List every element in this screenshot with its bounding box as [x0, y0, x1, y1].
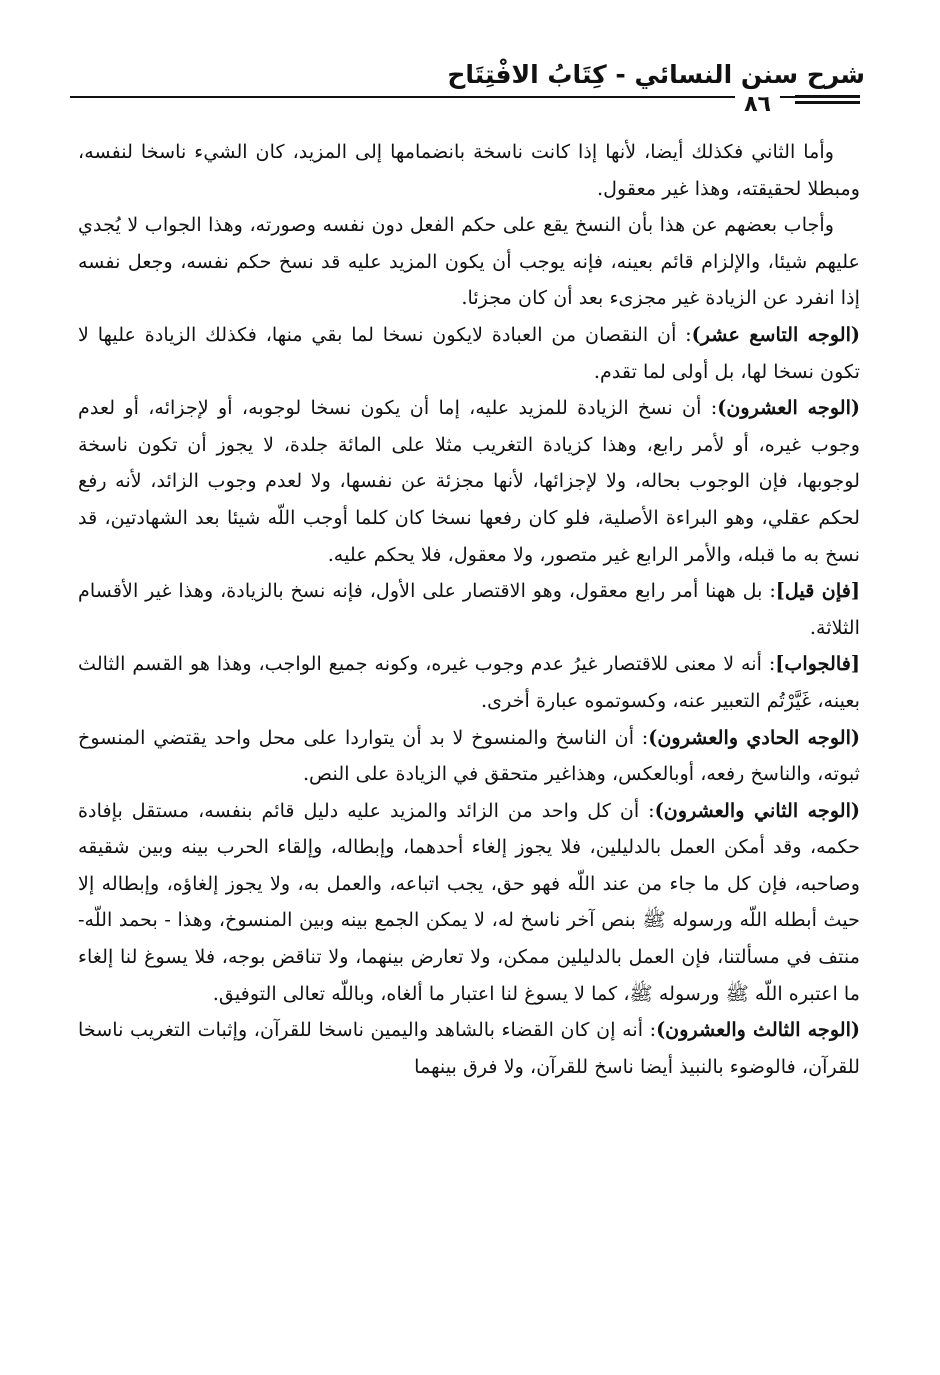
- paragraph-label: (الوجه العشرون): [717, 396, 860, 420]
- paragraph-text: : أن نسخ الزيادة للمزيد عليه، إما أن يكون نسخا لوجوبه، أو لإجزائه، أو لعدم وجوب غيره، أو لأمر رابع، وهذا كزيادة التغريب مثلا على المائة جلدة، لا يجوز أن تكون ناسخة لوجوبها، فإن الوجوب بحاله، ولا لإجزائها، لأنها مجزئة عن نفسها، ولا لعدم وجوب الزائد، لأنه رفع لحكم عقلي، وهو البراءة الأصلية، فلو كان رفعها نسخا كان كلما أوجب اللّه شيئا بعد الشهادتين، قد نسخ به ما قبله، والأمر الرابع غير متصور، ولا معقول، فلا يحكم عليه.: [78, 396, 860, 566]
- paragraph: [78, 646, 860, 719]
- paragraph: [78, 720, 860, 793]
- paragraph-label: [فإن قيل]: [775, 579, 860, 603]
- paragraph-text: وأما الثاني فكذلك أيضا، لأنها إذا كانت ناسخة بانضمامها إلى المزيد، كان الشيء ناسخا لنفسه، ومبطلا لحقيقته، وهذا غير معقول.: [78, 140, 860, 200]
- paragraph-label: (الوجه التاسع عشر): [691, 322, 861, 346]
- paragraph-label: (الوجه الثاني والعشرون): [654, 798, 860, 822]
- body-text: [78, 134, 860, 1085]
- paragraph-text: : أن كل واحد من الزائد والمزيد عليه دليل قائم بنفسه، مستقل بإفادة حكمه، وقد أمكن العمل بالدليلين، فلا يجوز إلغاء أحدهما، وإبطاله، وإلقاء الحرب بينه وبين شقيقه وصاحبه، فإن كل ما جاء من عند اللّه فهو حق، يجب اتباعه، والعمل به، ولا يجوز إلغاؤه، وإبطاله إلا حيث أبطله اللّه ورسوله ﷺ بنص آخر ناسخ له، لا يمكن الجمع بينه وبين المنسوخ، وهذا - بحمد اللّه- منتف في مسألتنا، فإن العمل بالدليلين ممكن، ولا تعارض بينهما، ولا تناقض بوجه، فلا يسوغ لنا إلغاء ما اعتبره اللّه ﷺ ورسوله ﷺ، كما لا يسوغ لنا اعتبار ما ألغاه، وباللّه تعالى التوفيق.: [78, 798, 860, 1005]
- paragraph-label: (الوجه الحادي والعشرون): [648, 725, 860, 749]
- paragraph: [78, 317, 860, 390]
- paragraph-text: : أن النقصان من العبادة لايكون نسخا لما بقي منها، فكذلك الزيادة عليها لا تكون نسخا لها، بل أولى لما تقدم.: [78, 322, 860, 383]
- paragraph-text: وأجاب بعضهم عن هذا بأن النسخ يقع على حكم الفعل دون نفسه وصورته، وهذا الجواب لا يُجدي عليهم شيئا، والإلزام قائم بعينه، فإنه يوجب أن يكون المزيد عليه قد نسخ حكم نفسه، وجعل نفسه إذا انفرد عن الزيادة غير مجزىء بعد أن كان مجزئا.: [78, 213, 860, 310]
- paragraph-label: [فالجواب]: [775, 652, 860, 676]
- page-header: [70, 60, 865, 94]
- paragraph: [78, 793, 860, 1013]
- page-number: ٨٦: [735, 90, 780, 120]
- paragraph-label: (الوجه الثالث والعشرون): [656, 1018, 861, 1042]
- paragraph: [78, 390, 860, 573]
- running-head-title: شرح سنن النسائي - كِتَابُ الافْتِتَاح: [447, 60, 865, 89]
- paragraph: [78, 573, 860, 646]
- paragraph-text: : أنه إن كان القضاء بالشاهد واليمين ناسخا للقرآن، وإثبات التغريب ناسخا للقرآن، فالوضوء بالنبيذ أيضا ناسخ للقرآن، ولا فرق بينهما: [78, 1018, 860, 1078]
- paragraph: [78, 207, 860, 317]
- paragraph: [78, 1012, 860, 1085]
- paragraph-text: : بل ههنا أمر رابع معقول، وهو الاقتصار على الأول، فإنه نسخ بالزيادة، وهذا غير الأقسام الثلاثة.: [78, 579, 860, 639]
- paragraph-text: : أنه لا معنى للاقتصار غيرُ عدم وجوب غيره، وكونه جميع الواجب، وهذا هو القسم الثالث بعينه، غَيَّرْتُم التعبير عنه، وكسوتموه عبارة أخرى.: [78, 652, 860, 712]
- paragraph: [78, 134, 860, 207]
- paragraph-text: : أن الناسخ والمنسوخ لا بد أن يتواردا على محل واحد يقتضي المنسوخ ثبوته، والناسخ رفعه، أوبالعكس، وهذاغير متحقق في الزيادة على النص.: [78, 725, 860, 786]
- page-number-ornament: [795, 95, 860, 109]
